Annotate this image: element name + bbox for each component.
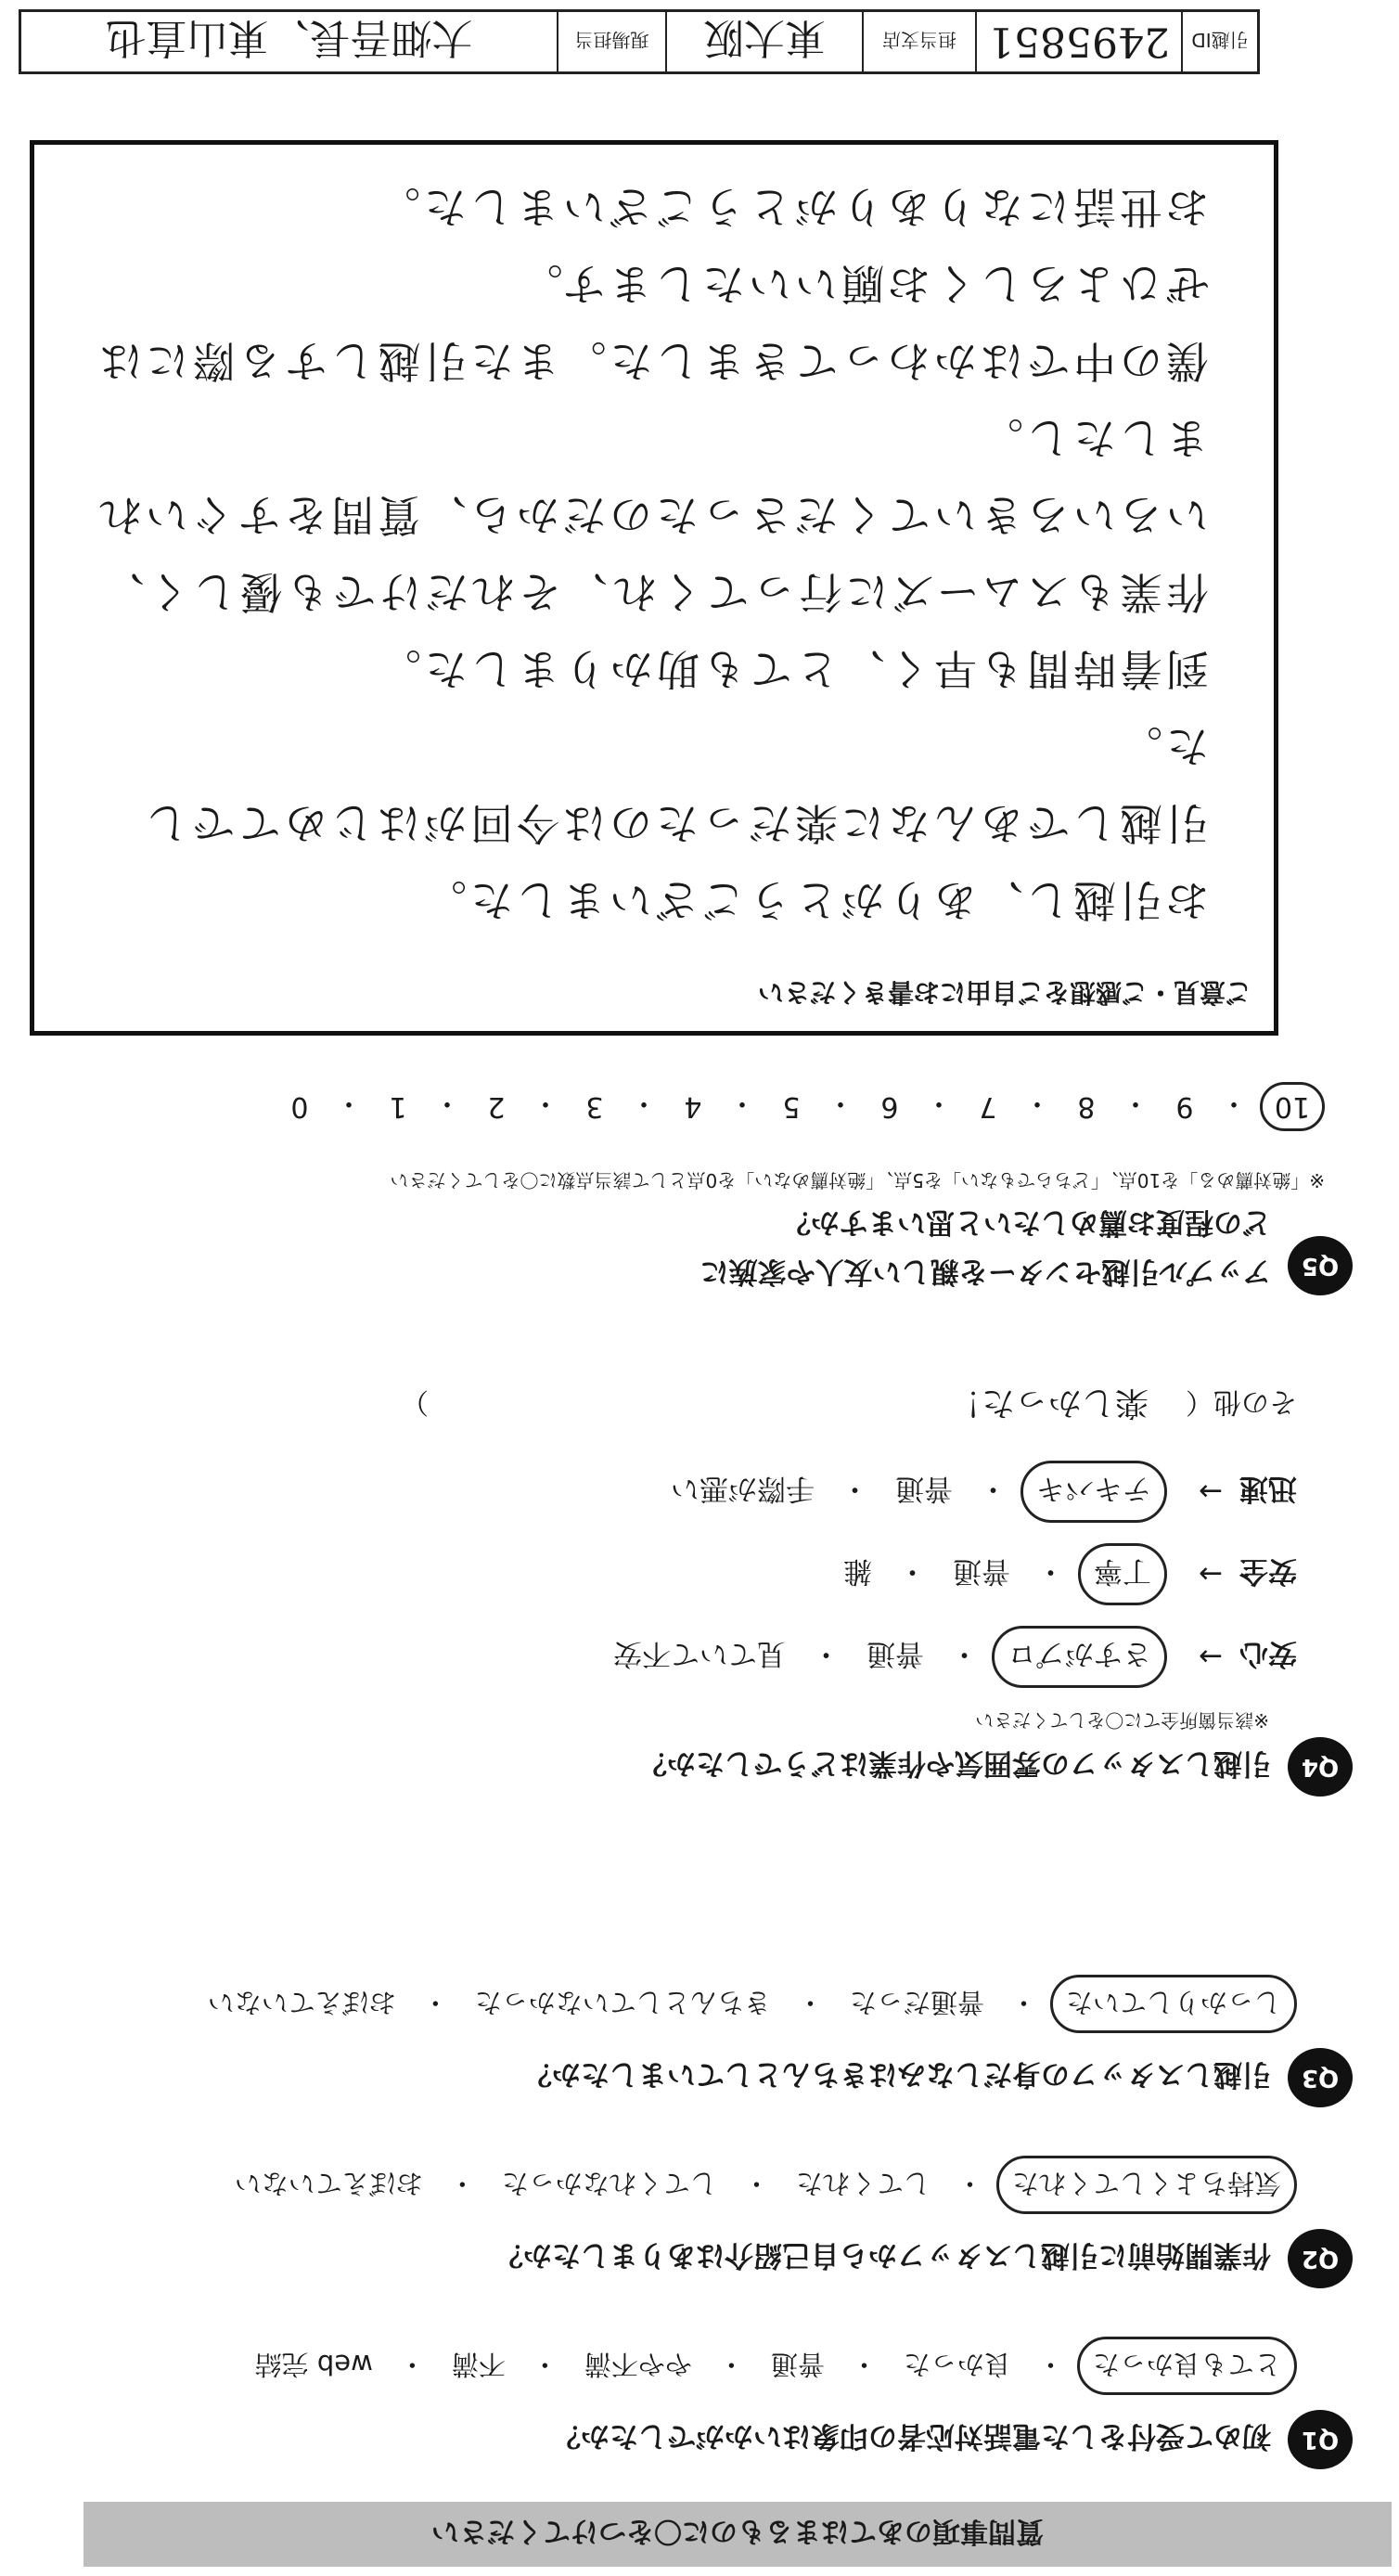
staff-label: 現場担当 xyxy=(557,12,665,71)
score-2[interactable]: 2 xyxy=(487,1090,506,1123)
q4-other-close: ） xyxy=(400,1385,429,1419)
q1-option-4[interactable]: やや不満 xyxy=(584,2349,692,2380)
q2-option-1[interactable]: 気持ちよくしてくれた xyxy=(996,2156,1297,2214)
score-6[interactable]: 6 xyxy=(880,1090,899,1123)
q3-title: 引越しスタッフの身だしなみはきちんとしていましたか？ xyxy=(523,2057,1271,2092)
q4-row-label: 安全 xyxy=(1239,1554,1297,1588)
q4-row-anshin: 安心 → さすがプロ ・ 普通 ・ 見ていて不安 xyxy=(54,1626,1297,1688)
q1-badge: Q1 xyxy=(1288,2410,1353,2469)
question-q1 xyxy=(54,2337,1353,2469)
q5-title-line1: アップル引越センターを親しい友人や家族に xyxy=(700,1255,1271,1288)
q3-options: しっかりしていた ・ 普通だった ・ きちんとしていなかった ・ おぼえていない xyxy=(54,1975,1297,2033)
q1-option-6[interactable]: web 完結 xyxy=(254,2349,373,2380)
q4-row-label: 安心 xyxy=(1239,1637,1297,1670)
q5-title-line2: どの程度お薦めしたいと思いますか？ xyxy=(782,1205,1271,1239)
staff-value: 大畑吾長、東山直也 xyxy=(105,14,473,61)
q4-note: ※該当箇所全てに〇をしてください xyxy=(975,1709,1269,1732)
score-8[interactable]: 8 xyxy=(1077,1090,1096,1123)
q4-other-label: その他（ xyxy=(1186,1385,1297,1419)
comment-line: ぜひよろしくお願いいたします。 xyxy=(516,259,1209,309)
question-q5 xyxy=(54,1082,1353,1295)
q3-option-3[interactable]: きちんとしていなかった xyxy=(474,1987,771,2018)
score-9[interactable]: 9 xyxy=(1175,1090,1194,1123)
q2-options: 気持ちよくしてくれた ・ してくれた ・ してくれなかった ・ おぼえていない xyxy=(54,2156,1297,2214)
q2-option-2[interactable]: してくれた xyxy=(795,2168,931,2199)
survey-banner: 質問事項のあてはまるものに〇をつけてください xyxy=(83,2502,1392,2567)
q4-row3-option-1[interactable]: テキパキ xyxy=(1020,1461,1167,1523)
arrow-icon: → xyxy=(1199,1640,1223,1674)
q2-option-4[interactable]: おぼえていない xyxy=(234,2168,423,2199)
q3-option-2[interactable]: 普通だった xyxy=(849,1987,984,2018)
q2-title: 作業開始前に引越しスタッフから自己紹介はありましたか？ xyxy=(494,2238,1271,2273)
q3-option-4[interactable]: おぼえていない xyxy=(207,1987,396,2018)
comment-line: 到着時間も早く、とても助かりました。 xyxy=(374,644,1209,694)
comment-line: 作業もスムーズに行ってくれ、それだけでも優しく、 xyxy=(97,567,1209,617)
comment-line: いろいろきいてくださったのだから、質問をすぐいれましたし。 xyxy=(96,413,1209,540)
comment-title: ご意見・ご感想をご自由にお書きください xyxy=(757,977,1251,1008)
score-10[interactable]: 10 xyxy=(1260,1082,1325,1131)
footer-info xyxy=(19,9,1260,74)
q4-row1-option-3[interactable]: 見ていて不安 xyxy=(613,1637,786,1670)
branch-value: 東大阪 xyxy=(665,12,862,71)
q5-scale: 10 ・ 9 ・ 8 ・ 7 ・ 6 ・ 5 ・ 4 ・ 3 ・ 2 ・ 1 ・ 0 xyxy=(54,1082,1325,1131)
q4-row2-option-1[interactable]: 丁寧 xyxy=(1078,1543,1167,1605)
score-4[interactable]: 4 xyxy=(684,1090,702,1123)
question-q3 xyxy=(54,1975,1353,2107)
comment-line: お引越し、ありがとうございました。 xyxy=(420,875,1209,925)
id-label: 引越ID xyxy=(1181,12,1257,71)
q2-option-3[interactable]: してくれなかった xyxy=(501,2168,717,2199)
arrow-icon: → xyxy=(1199,1475,1223,1509)
comment-line: 僕の中ではかわってきました。また引越しする際には xyxy=(96,336,1209,386)
score-1[interactable]: 1 xyxy=(389,1090,407,1123)
q4-row-jinsoku: 迅速 → テキパキ ・ 普通 ・ 手際が悪い xyxy=(54,1461,1297,1523)
q2-badge: Q2 xyxy=(1288,2229,1353,2288)
q4-row3-option-3[interactable]: 手際が悪い xyxy=(671,1472,815,1505)
comment-line: お世話になりありがとうございました。 xyxy=(374,182,1209,232)
branch-label: 担当支店 xyxy=(862,12,975,71)
q3-option-1[interactable]: しっかりしていた xyxy=(1050,1975,1297,2033)
q4-row3-option-2[interactable]: 普通 xyxy=(895,1472,953,1505)
arrow-icon: → xyxy=(1199,1557,1223,1591)
q1-option-5[interactable]: 不満 xyxy=(451,2349,506,2380)
q5-badge: Q5 xyxy=(1288,1236,1353,1295)
q3-badge: Q3 xyxy=(1288,2048,1353,2107)
q4-row2-option-2[interactable]: 普通 xyxy=(953,1554,1010,1588)
question-q2 xyxy=(54,2156,1353,2288)
q4-row2-option-3[interactable]: 雑 xyxy=(843,1554,872,1588)
comment-line: 引越しであんなに楽だったのは今回がはじめてでした。 xyxy=(142,721,1209,848)
q4-row-label: 迅速 xyxy=(1239,1472,1297,1505)
q4-badge: Q4 xyxy=(1288,1737,1353,1797)
q4-title: 引越しスタッフの雰囲気や作業はどうでしたか？ xyxy=(638,1746,1271,1781)
score-0[interactable]: 0 xyxy=(290,1090,309,1123)
score-5[interactable]: 5 xyxy=(782,1090,801,1123)
q1-title: 初めて受付をした電話対応者の印象はいかがでしたか？ xyxy=(552,2419,1271,2454)
q1-option-1[interactable]: とても良かった xyxy=(1077,2337,1297,2395)
q4-other xyxy=(54,1382,1297,1429)
q4-row1-option-1[interactable]: さすがプロ xyxy=(992,1626,1167,1688)
question-q4 xyxy=(54,1382,1353,1797)
q4-row-anzen: 安全 → 丁寧 ・ 普通 ・ 雑 xyxy=(54,1543,1297,1605)
q4-other-answer[interactable]: 楽しかった！ xyxy=(947,1384,1149,1422)
q5-note: ※「絶対薦める」を10点、「どちらでもない」を5点、「絶対薦めない」を0点として該当点数に〇をしてください xyxy=(390,1169,1325,1191)
q1-options: とても良かった ・ 良かった ・ 普通 ・ やや不満 ・ 不満 ・ web 完結 xyxy=(54,2337,1297,2395)
comment-box xyxy=(30,140,1278,1036)
q1-option-2[interactable]: 良かった xyxy=(903,2349,1011,2380)
id-value: 2495851 xyxy=(975,12,1181,71)
score-3[interactable]: 3 xyxy=(585,1090,604,1123)
score-7[interactable]: 7 xyxy=(979,1090,997,1123)
q1-option-3[interactable]: 普通 xyxy=(770,2349,825,2380)
q4-row1-option-2[interactable]: 普通 xyxy=(866,1637,924,1670)
comment-text[interactable] xyxy=(34,168,1274,957)
